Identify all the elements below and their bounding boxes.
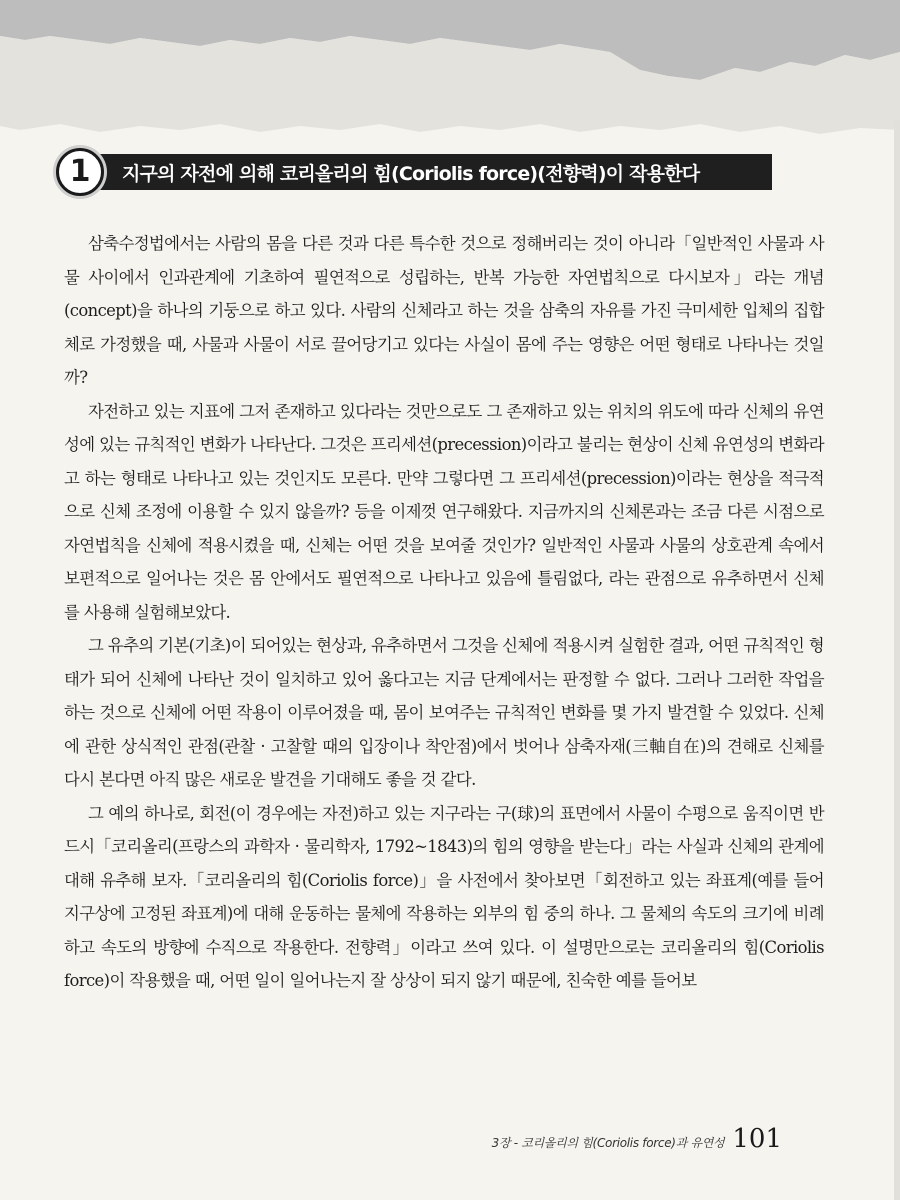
page-footer: [492, 1124, 782, 1154]
page-edge-strip: [894, 120, 900, 1200]
section-number: 1: [69, 154, 91, 189]
torn-paper-header: [0, 0, 900, 150]
section-heading: [56, 148, 772, 196]
page-number: 101: [732, 1124, 782, 1154]
section-number-badge: [56, 148, 104, 196]
chapter-running-title: 3장 - 코리올리의 힘(Coriolis force)과 유연성: [491, 1136, 725, 1150]
section-title: 지구의 자전에 의해 코리올리의 힘(Coriolis force)(전향력)이 작용한다: [122, 162, 700, 185]
paragraph: 삼축수정법에서는 사람의 몸을 다른 것과 다른 특수한 것으로 정해버리는 것이 아니라「일반적인 사물과 사물 사이에서 인과관계에 기초하여 필연적으로 성립하는, 반복 가능한 자연법칙으로 다시보자」라는 개념(concept)을 하나의 기둥으로 하고 있다. 사람의 신체라고 하는 것을 삼축의 자유를 가진 극미세한 입체의 집합체로 가정했을 때, 사물과 사물이 서로 끌어당기고 있다는 사실이 몸에 주는 영향은 어떤 형태로 나타나는 것일까?: [64, 234, 824, 387]
body-text: [64, 227, 824, 998]
section-title-bar: [84, 154, 772, 190]
paragraph: 자전하고 있는 지표에 그저 존재하고 있다라는 것만으로도 그 존재하고 있는 위치의 위도에 따라 신체의 유연성에 있는 규칙적인 변화가 나타난다. 그것은 프리세션(precession)이라고 불리는 현상이 신체 유연성의 변화라고 하는 형태로 나타나고 있는 것인지도 모른다. 만약 그렇다면 그 프리세션(precession)이라는 현상을 적극적으로 신체 조정에 이용할 수 있지 않을까? 등을 이제껏 연구해왔다. 지금까지의 신체론과는 조금 다른 시점으로 자연법칙을 신체에 적용시켰을 때, 신체는 어떤 것을 보여줄 것인가? 일반적인 사물과 사물의 상호관계 속에서 보편적으로 일어나는 것은 몸 안에서도 필연적으로 나타나고 있음에 틀림없다, 라는 관점으로 유추하면서 신체를 사용해 실험해보았다.: [64, 401, 825, 622]
paragraph: 그 유추의 기본(기초)이 되어있는 현상과, 유추하면서 그것을 신체에 적용시켜 실험한 결과, 어떤 규칙적인 형태가 되어 신체에 나타난 것이 일치하고 있어 옳다고는 지금 단계에서는 판정할 수 없다. 그러나 그러한 작업을 하는 것으로 신체에 어떤 작용이 이루어졌을 때, 몸이 보여주는 규칙적인 변화를 몇 가지 발견할 수 있었다. 신체에 관한 상식적인 관점(관찰 · 고찰할 때의 입장이나 착안점)에서 벗어나 삼축자재(三軸自在)의 견해로 신체를 다시 본다면 아직 많은 새로운 발견을 기대해도 좋을 것 같다.: [64, 636, 824, 789]
paragraph: 그 예의 하나로, 회전(이 경우에는 자전)하고 있는 지구라는 구(球)의 표면에서 사물이 수평으로 움직이면 반드시「코리올리(프랑스의 과학자 · 물리학자, 1792~1843)의 힘의 영향을 받는다」라는 사실과 신체의 관계에 대해 유추해 보자.「코리올리의 힘(Coriolis force)」을 사전에서 찾아보면「회전하고 있는 좌표계(예를 들어 지구상에 고정된 좌표계)에 대해 운동하는 물체에 작용하는 외부의 힘 중의 하나. 그 물체의 속도의 크기에 비례하고 속도의 방향에 수직으로 작용한다. 전향력」이라고 쓰여 있다. 이 설명만으로는 코리올리의 힘(Coriolis force)이 작용했을 때, 어떤 일이 일어나는지 잘 상상이 되지 않기 때문에, 친숙한 예를 들어보: [64, 803, 824, 990]
